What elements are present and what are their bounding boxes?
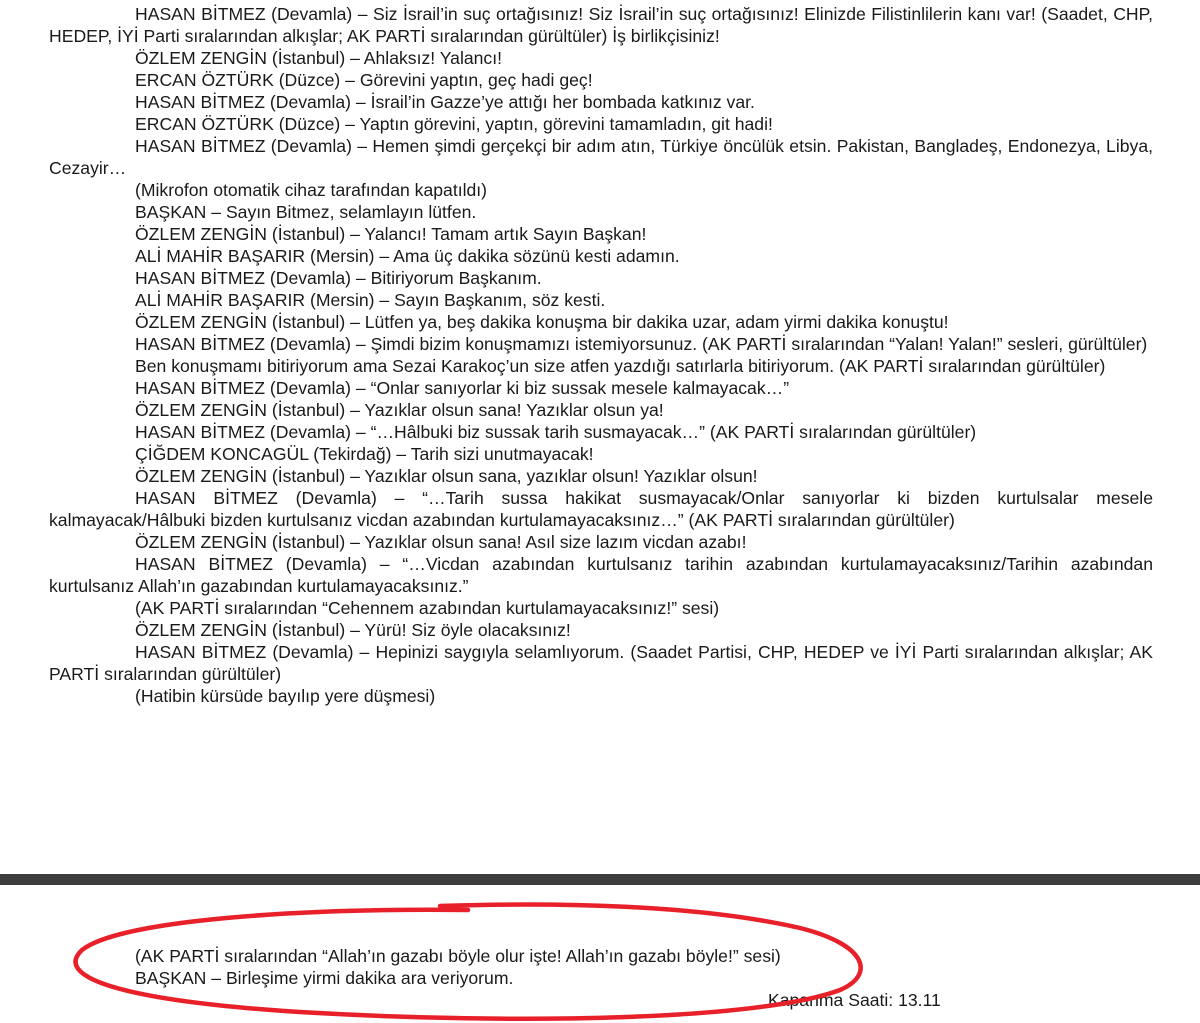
page-break-divider [0,874,1200,885]
transcript-paragraph: BAŞKAN – Birleşime yirmi dakika ara veriyorum. [135,968,514,988]
transcript-paragraph: ÇİĞDEM KONCAGÜL (Tekirdağ) – Tarih sizi unutmayacak! [135,444,594,464]
transcript-paragraph: (Mikrofon otomatik cihaz tarafından kapatıldı) [135,180,488,200]
transcript-paragraph: ÖZLEM ZENGİN (İstanbul) – Lütfen ya, beş dakika konuşma bir dakika uzar, adam yirmi dakika konuştu! [135,312,949,332]
transcript-paragraph: (AK PARTİ sıralarından “Allah’ın gazabı böyle olur işte! Allah’ın gazabı böyle!” sesi) [135,946,781,966]
transcript-paragraph: HASAN BİTMEZ (Devamla) – “Onlar sanıyorlar ki biz sussak mesele kalmayacak…” [135,378,790,398]
transcript-paragraph: ALİ MAHİR BAŞARIR (Mersin) – Ama üç dakika sözünü kesti adamın. [135,246,680,266]
closing-time: Kapanma Saati: 13.11 [768,990,941,1010]
transcript-paragraph: ÖZLEM ZENGİN (İstanbul) – Yazıklar olsun sana! Yazıklar olsun ya! [135,400,664,420]
transcript-paragraph: ERCAN ÖZTÜRK (Düzce) – Yaptın görevini, yaptın, görevini tamamladın, git hadi! [135,114,773,134]
transcript-paragraph: ÖZLEM ZENGİN (İstanbul) – Yazıklar olsun sana, yazıklar olsun! Yazıklar olsun! [135,466,758,486]
transcript-paragraph: ÖZLEM ZENGİN (İstanbul) – Yürü! Siz öyle olacaksınız! [135,620,571,640]
transcript-body [49,3,1153,707]
transcript-paragraph: ÖZLEM ZENGİN (İstanbul) – Yazıklar olsun sana! Asıl size lazım vicdan azabı! [135,532,747,552]
transcript-paragraph: ÖZLEM ZENGİN (İstanbul) – Ahlaksız! Yalancı! [135,48,502,68]
transcript-paragraph: HASAN BİTMEZ (Devamla) – “…Hâlbuki biz sussak tarih susmayacak…” (AK PARTİ sıralarından gürültüler) [135,422,977,442]
transcript-paragraph: Ben konuşmamı bitiriyorum ama Sezai Karakoç’un size atfen yazdığı satırlarla bitiriyorum. (AK PARTİ sıralarından gürültüler) [135,356,1106,376]
transcript-paragraph: HASAN BİTMEZ (Devamla) – İsrail’in Gazze’ye attığı her bombada katkınız var. [135,92,755,112]
transcript-paragraph: HASAN BİTMEZ (Devamla) – Bitiriyorum Başkanım. [135,268,542,288]
transcript-paragraph: HASAN BİTMEZ (Devamla) – Hepinizi saygıyla selamlıyorum. (Saadet Partisi, CHP, HEDEP ve İYİ Parti sıralarından alkışlar; AK PARTİ sıralarından gürültüler) [49,642,1153,684]
transcript-paragraph: ERCAN ÖZTÜRK (Düzce) – Görevini yaptın, geç hadi geç! [135,70,593,90]
transcript-paragraph: ALİ MAHİR BAŞARIR (Mersin) – Sayın Başkanım, söz kesti. [135,290,606,310]
transcript-paragraph: HASAN BİTMEZ (Devamla) – Hemen şimdi gerçekçi bir adım atın, Türkiye öncülük etsin. Pakistan, Bangladeş, Endonezya, Libya, Cezayir… [49,136,1153,178]
highlighted-excerpt [49,945,1153,989]
transcript-paragraph: HASAN BİTMEZ (Devamla) – “…Tarih sussa hakikat susmayacak/Onlar sanıyorlar ki bizden kurtulsalar mesele kalmayacak/Hâlbuki bizden kurtulsanız vicdan azabından kurtulamayacaksınız…” (AK PARTİ sıralarından gürültüler) [49,488,1153,530]
transcript-paragraph: (AK PARTİ sıralarından “Cehennem azabından kurtulamayacaksınız!” sesi) [135,598,720,618]
transcript-paragraph: ÖZLEM ZENGİN (İstanbul) – Yalancı! Tamam artık Sayın Başkan! [135,224,647,244]
transcript-paragraph: HASAN BİTMEZ (Devamla) – Şimdi bizim konuşmamızı istemiyorsunuz. (AK PARTİ sıralarından “Yalan! Yalan!” sesleri, gürültüler) [135,334,1148,354]
transcript-paragraph: HASAN BİTMEZ (Devamla) – Siz İsrail’in suç ortağısınız! Siz İsrail’in suç ortağısınız! Elinizde Filistinlilerin kanı var! (Saadet, CHP, HEDEP, İYİ Parti sıralarından alkışlar; AK PARTİ sıralarından gürültüler) İş birlikçisiniz! [49,4,1153,46]
transcript-paragraph: HASAN BİTMEZ (Devamla) – “…Vicdan azabından kurtulsanız tarihin azabından kurtulamayacaksınız/Tarihin azabından kurtulsanız Allah’ın gazabından kurtulamayacaksınız.” [49,554,1153,596]
transcript-paragraph: BAŞKAN – Sayın Bitmez, selamlayın lütfen. [135,202,477,222]
transcript-paragraph: (Hatibin kürsüde bayılıp yere düşmesi) [135,686,436,706]
